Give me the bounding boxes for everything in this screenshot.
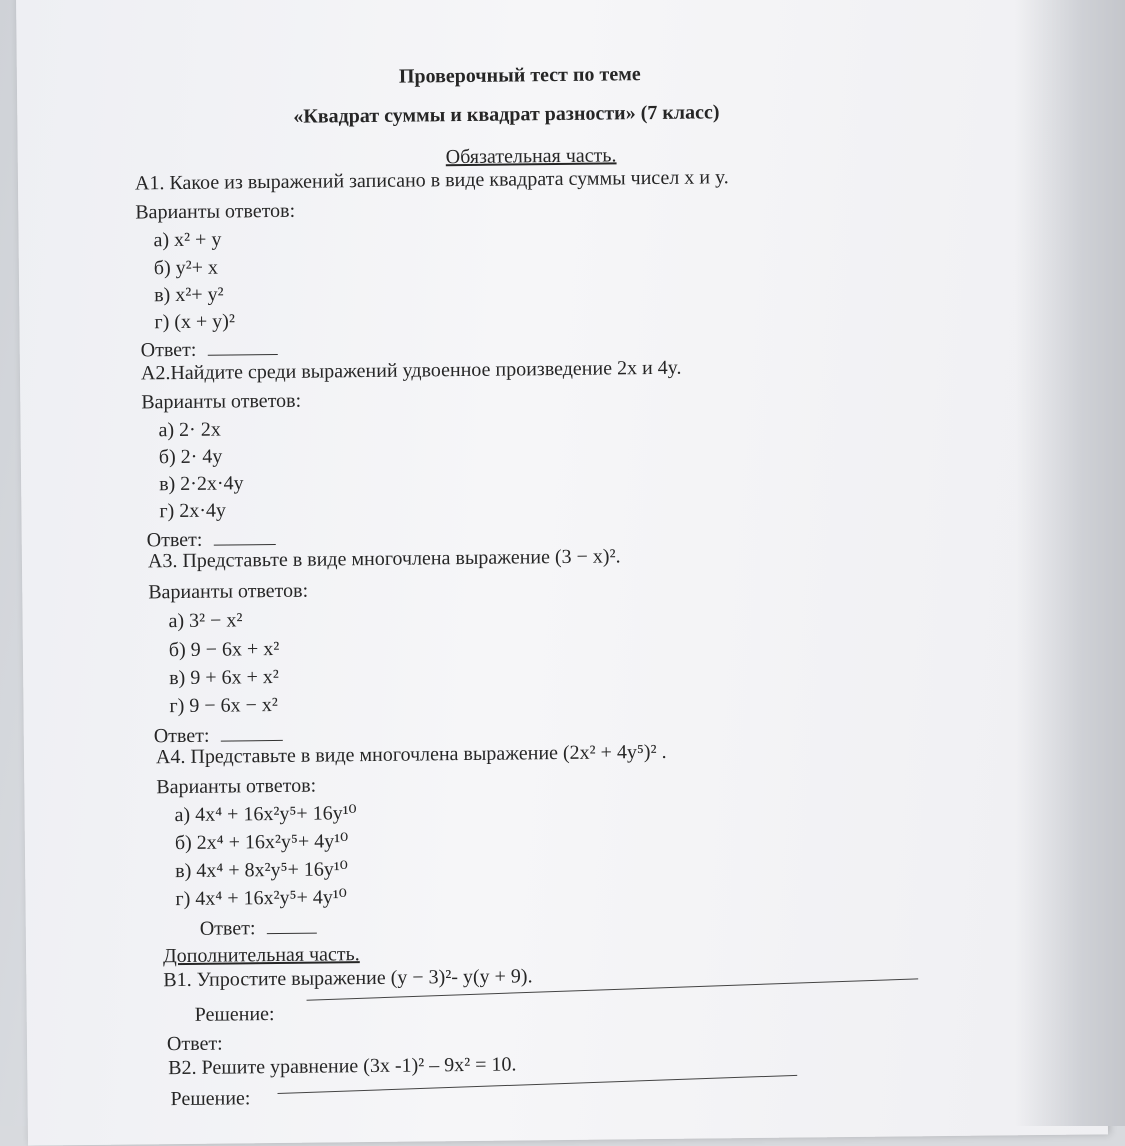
a3-option-d: г) 9 − 6x − x² <box>169 693 278 718</box>
a3-option-b: б) 9 − 6x + x² <box>168 637 280 662</box>
a4-variants-label: Варианты ответов: <box>156 774 317 799</box>
title-line-1: Проверочный тест по теме <box>398 63 641 88</box>
a2-answer-label: Ответ: <box>146 528 203 552</box>
a3-answer-blank[interactable] <box>220 724 282 742</box>
a2-answer <box>147 528 276 551</box>
a2-option-d: г) 2x·4y <box>159 499 227 523</box>
a1-answer <box>141 338 278 361</box>
a3-option-c: в) 9 + 6x + x² <box>169 665 279 690</box>
a2-answer-blank[interactable] <box>213 528 275 546</box>
title-line-2: «Квадрат суммы и квадрат разности» (7 класс) <box>293 101 720 128</box>
a4-answer-label: Ответ: <box>199 917 256 940</box>
paper-edge-shadow <box>1015 0 1125 1126</box>
a1-answer-label: Ответ: <box>140 338 197 362</box>
b2-question: В2. Решите уравнение (3x -1)² – 9x² = 10. <box>168 1053 517 1080</box>
a4-question: А4. Представьте в виде многочлена выражение (2x² + 4y⁵)² . <box>155 740 667 769</box>
mandatory-heading: Обязательная часть. <box>445 144 617 169</box>
a4-option-d: г) 4x⁴ + 16x²y⁵+ 4y¹⁰ <box>175 886 347 911</box>
a4-answer-blank[interactable] <box>266 917 316 935</box>
a4-option-a: а) 4x⁴ + 16x²y⁵+ 16y¹⁰ <box>174 802 357 827</box>
paper-sheet <box>16 0 1108 1146</box>
b1-solution-label: Решение: <box>194 1003 275 1026</box>
a1-variants-label: Варианты ответов: <box>135 199 296 224</box>
b2-solution-label: Решение: <box>170 1087 251 1111</box>
a3-option-a: а) 3² − x² <box>168 609 243 633</box>
a1-option-a: а) x² + y <box>153 228 222 252</box>
a1-option-b: б) y²+ x <box>153 256 219 280</box>
a2-option-c: в) 2·2x·4y <box>159 472 244 496</box>
a1-option-c: в) x²+ y² <box>154 283 224 307</box>
b2-solution-line[interactable] <box>278 1075 798 1094</box>
a2-option-b: б) 2· 4y <box>158 445 223 469</box>
a4-option-b: б) 2x⁴ + 16x²y⁵+ 4y¹⁰ <box>174 830 349 855</box>
a4-option-c: в) 4x⁴ + 8x²y⁵+ 16y¹⁰ <box>175 858 348 883</box>
a2-variants-label: Варианты ответов: <box>141 389 302 414</box>
a2-option-a: а) 2· 2x <box>158 418 221 442</box>
a1-question: А1. Какое из выражений записано в виде квадрата суммы чисел x и y. <box>134 166 729 195</box>
a1-answer-blank[interactable] <box>207 338 277 356</box>
a1-option-d: г) (x + y)² <box>154 310 236 334</box>
a3-answer-label: Ответ: <box>153 724 210 748</box>
a3-answer <box>154 724 283 747</box>
additional-heading: Дополнительная часть. <box>162 943 360 968</box>
a4-answer <box>200 917 317 940</box>
a3-question: А3. Представьте в виде многочлена выражение (3 − x)². <box>147 545 621 573</box>
a3-variants-label: Варианты ответов: <box>148 579 309 604</box>
a2-question: А2.Найдите среди выражений удвоенное произведение 2x и 4y. <box>140 356 682 385</box>
b1-question: В1. Упростите выражение (y − 3)²- y(y + 9). <box>163 965 533 992</box>
b1-answer-label: Ответ: <box>166 1032 223 1056</box>
